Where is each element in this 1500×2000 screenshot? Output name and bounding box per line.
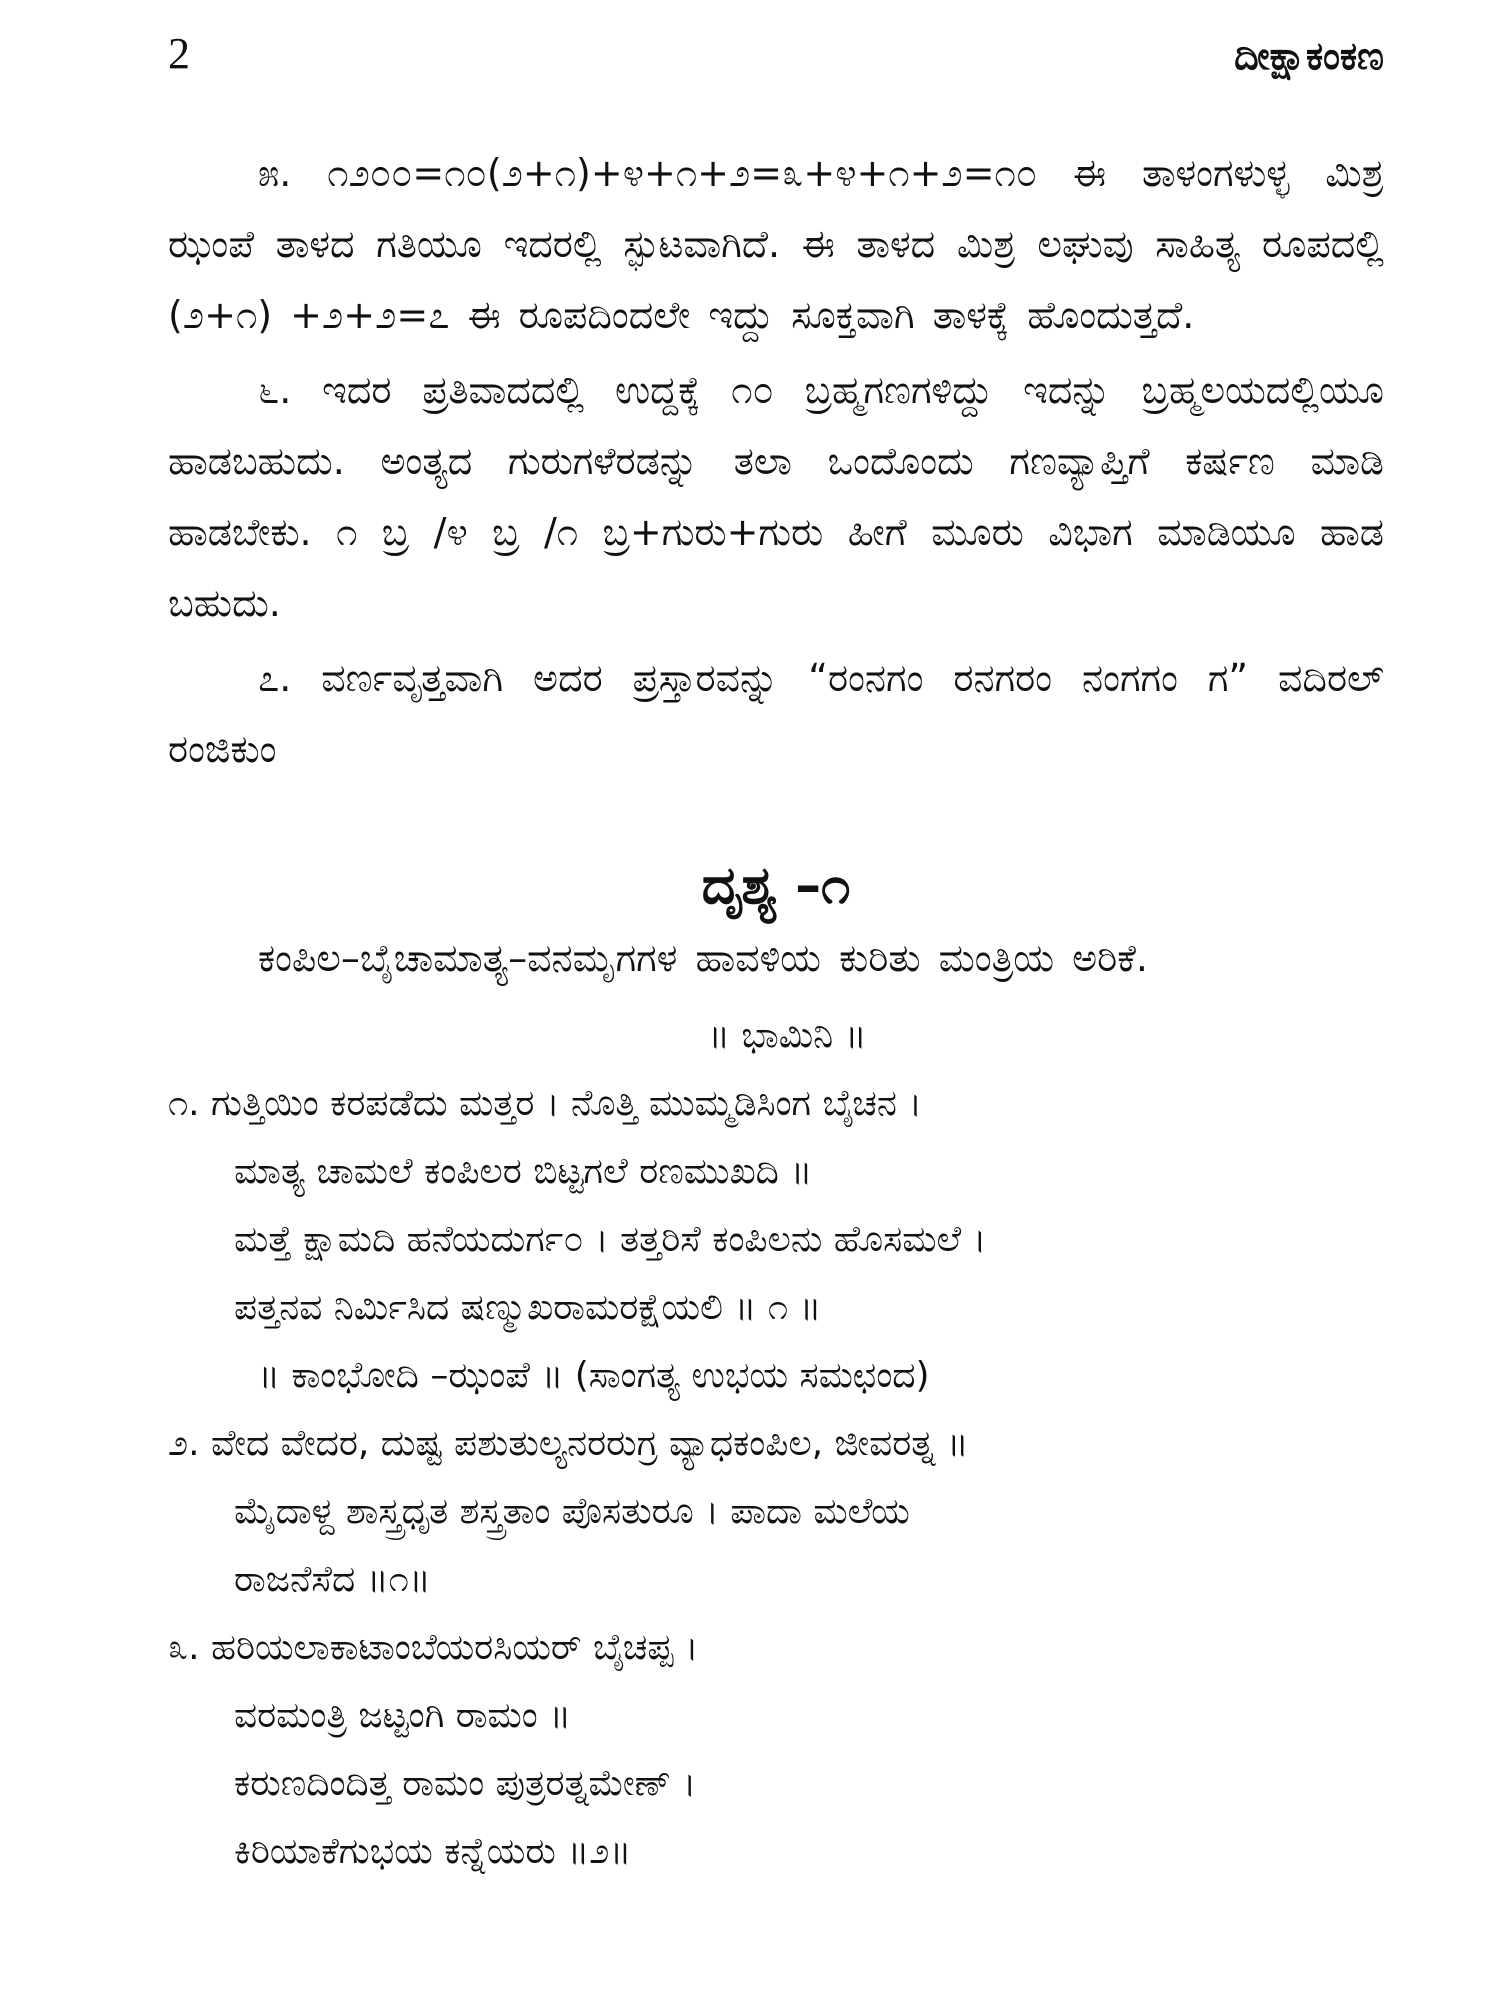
verse-line: ಕರುಣದಿಂದಿತ್ತ ರಾಮಂ ಪುತ್ರರತ್ನಮೇಣ್ ।: [234, 1763, 697, 1804]
verse-line: ೩. ಹರಿಯಲಾಕಾಟಾಂಬೆಯರಸಿಯರ್ ಬೈಚಪ್ಪ ।: [168, 1627, 699, 1668]
page-body: [168, 138, 1384, 1886]
verse-line: ವರಮಂತ್ರಿ ಜಟ್ಟಂಗಿ ರಾಮಂ ॥: [234, 1695, 572, 1736]
paragraph-5: ೫. ೧೨೦೦=೧೦(೨+೧)+೪+೧+೨=೩+೪+೧+೨=೧೦ ಈ ತಾಳಂಗಳುಳ್ಳ ಮಿಶ್ರ ಝಂಪೆ ತಾಳದ ಗತಿಯೂ ಇದರಲ್ಲಿ ಸ್ಫುಟವಾಗಿದೆ. ಈ ತಾಳದ ಮಿಶ್ರ ಲಘುವು ಸಾಹಿತ್ಯ ರೂಪದಲ್ಲಿ (೨+೧) +೨+೨=೭ ಈ ರೂಪದಿಂದಲೇ ಇದ್ದು ಸೂಕ್ತವಾಗಿ ತಾಳಕ್ಕೆ ಹೊಂದುತ್ತದೆ.: [168, 151, 1384, 337]
raga-label-kambhodi: ॥ ಕಾಂಭೋದಿ –ಝಂಪೆ ॥ (ಸಾಂಗತ್ಯ ಉಭಯ ಸಮಛಂದ): [258, 1355, 930, 1396]
paragraph-6: ೬. ಇದರ ಪ್ರತಿವಾದದಲ್ಲಿ ಉದ್ದಕ್ಕೆ ೧೦ ಬ್ರಹ್ಮಗಣಗಳಿದ್ದು ಇದನ್ನು ಬ್ರಹ್ಮಲಯದಲ್ಲಿಯೂ ಹಾಡಬಹುದು. ಅಂತ್ಯದ ಗುರುಗಳೆರಡನ್ನು ತಲಾ ಒಂದೊಂದು ಗಣವ್ಯಾಪ್ತಿಗೆ ಕರ್ಷಣ ಮಾಡಿ ಹಾಡಬೇಕು. ೧ ಬ್ರ /೪ ಬ್ರ /೧ ಬ್ರ+ಗುರು+ಗುರು ಹೀಗೆ ಮೂರು ವಿಭಾಗ ಮಾಡಿಯೂ ಹಾಡ ಬಹುದು.: [168, 368, 1384, 625]
verse-line: ಪತ್ತನವ ನಿರ್ಮಿಸಿದ ಷಣ್ಮುಖರಾಮರಕ್ಷೆಯಲಿ ॥ ೧ ॥: [234, 1287, 822, 1328]
verse-line: ಮತ್ತೆ ಕ್ಷಾಮದಿ ಹನೆಯದುರ್ಗ೦ । ತತ್ತರಿಸೆ ಕಂಪಿಲನು ಹೊಸಮಲೆ ।: [234, 1219, 987, 1260]
verse-line: ಕಿರಿಯಾಕೆಗುಭಯ ಕನ್ನೆಯರು ॥೨॥: [234, 1831, 632, 1872]
page-number: 2: [168, 29, 190, 78]
verse-line: ಮೈದಾಳ್ದ ಶಾಸ್ತ್ರಧೃತ ಶಸ್ತ್ರತಾಂ ಪೊಸತುರೂ । ಪಾದಾ ಮಲೆಯ: [234, 1491, 910, 1532]
verse-line: ೧. ಗುತ್ತಿಯಿಂ ಕರಪಡೆದು ಮತ್ತರ । ನೊತ್ತಿ ಮುಮ್ಮಡಿಸಿಂಗ ಬೈಚನ ।: [168, 1083, 922, 1124]
running-title: ದೀಕ್ಷಾಕಂಕಣ: [1234, 34, 1384, 78]
verse-1: [168, 1070, 1384, 1342]
raga-label-bhamini: ॥ ಭಾಮಿನಿ ॥: [708, 1015, 867, 1056]
verse-line: ರಾಜನೆಸೆದ ॥೧॥: [234, 1559, 431, 1600]
scene-heading: ದೃಶ್ಯ –೧: [701, 856, 851, 916]
verse-line: ೨. ವೇದ ವೇದರ, ದುಷ್ಟ ಪಶುತುಲ್ಯನರರುಗ್ರ ವ್ಯಾಧಕಂಪಿಲ, ಜೀವರತ್ನ ॥: [168, 1423, 969, 1464]
verse-line: ಮಾತ್ಯ ಚಾಮಲೆ ಕಂಪಿಲರ ಬಿಟ್ಟಗಲೆ ರಣಮುಖದಿ ॥: [234, 1151, 813, 1192]
paragraph-7: ೭. ವರ್ಣವೃತ್ತವಾಗಿ ಅದರ ಪ್ರಸ್ತಾರವನ್ನು “ರಂನಗಂ ರನಗರಂ ನಂಗಗಂ ಗ” ವದಿರಲ್ ರಂಜಿಕುಂ: [168, 656, 1384, 771]
scene-intro: ಕಂಪಿಲ–ಬೈಚಾಮಾತ್ಯ–ವನಮೃಗಗಳ ಹಾವಳಿಯ ಕುರಿತು ಮಂತ್ರಿಯ ಅರಿಕೆ.: [258, 936, 1148, 980]
verse-2: [168, 1410, 1384, 1614]
verse-3: [168, 1614, 1384, 1886]
